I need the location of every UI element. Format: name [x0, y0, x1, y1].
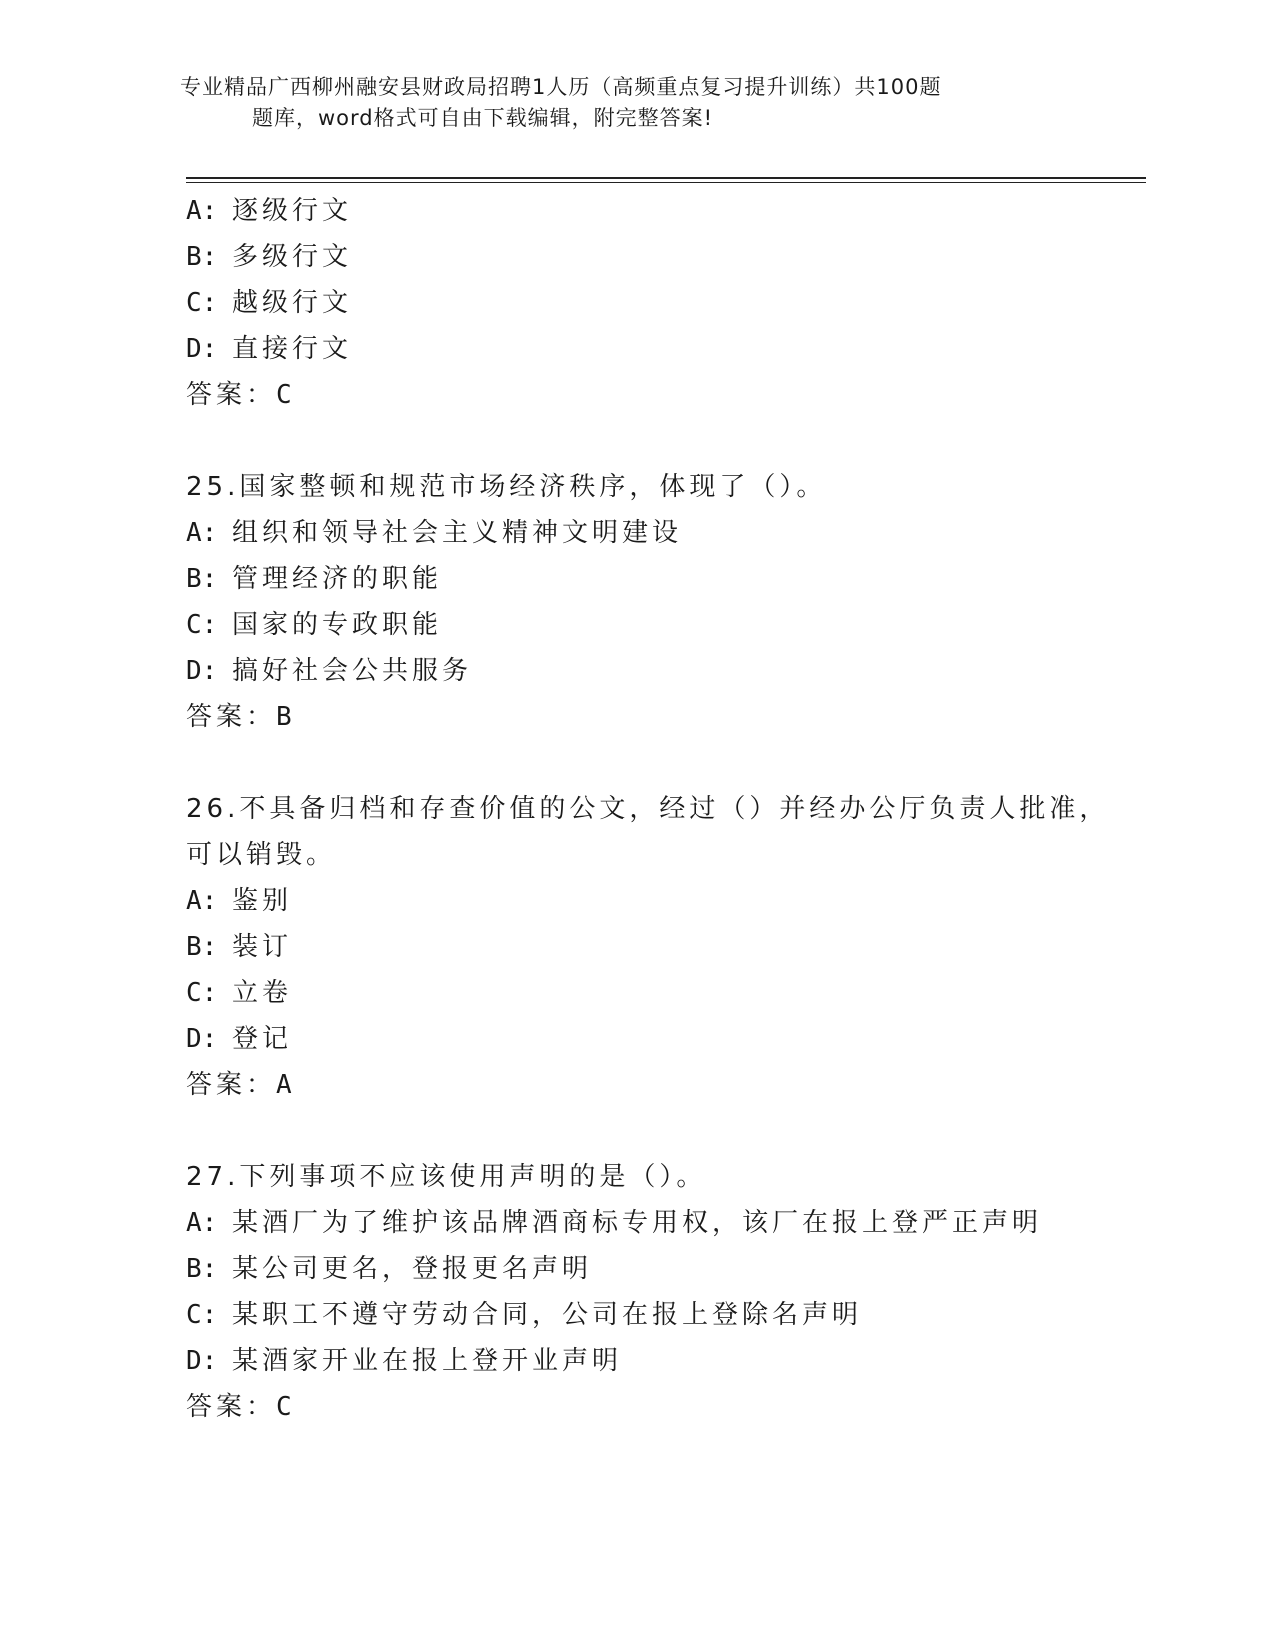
option-a: A: 鉴别 [186, 886, 293, 916]
option-d: D: 某酒家开业在报上登开业声明 [186, 1346, 623, 1376]
answer-line: 答案：B [186, 702, 292, 732]
answer-line: 答案：C [186, 380, 292, 410]
question-list [186, 188, 1146, 1430]
answer-line: 答案：A [186, 1070, 292, 1100]
answer-line: 答案：C [186, 1392, 292, 1422]
question-26 [186, 786, 1146, 1108]
question-stem-line1: 26.不具备归档和存查价值的公文，经过（）并经办公厅负责人批准， [186, 794, 1110, 824]
option-a: A: 组织和领导社会主义精神文明建设 [186, 518, 683, 548]
option-b: B: 某公司更名，登报更名声明 [186, 1254, 593, 1284]
header-divider-thick [186, 177, 1146, 179]
header-divider-thin [186, 182, 1146, 183]
option-b: B: 装订 [186, 932, 293, 962]
question-25 [186, 464, 1146, 740]
page-header [180, 72, 1080, 134]
question-24 [186, 188, 1146, 418]
option-b: B: 多级行文 [186, 242, 353, 272]
option-a: A: 某酒厂为了维护该品牌酒商标专用权，该厂在报上登严正声明 [186, 1208, 1043, 1238]
option-d: D: 直接行文 [186, 334, 353, 364]
option-c: C: 某职工不遵守劳动合同，公司在报上登除名声明 [186, 1300, 863, 1330]
question-27 [186, 1154, 1146, 1430]
option-b: B: 管理经济的职能 [186, 564, 443, 594]
option-c: C: 立卷 [186, 978, 293, 1008]
option-d: D: 登记 [186, 1024, 293, 1054]
option-d: D: 搞好社会公共服务 [186, 656, 473, 686]
option-c: C: 越级行文 [186, 288, 353, 318]
header-title-line1: 专业精品广西柳州融安县财政局招聘1人历（高频重点复习提升训练）共100题 [180, 75, 942, 99]
question-stem: 25.国家整顿和规范市场经济秩序，体现了（）。 [186, 472, 827, 502]
question-stem-line2: 可以销毁。 [186, 840, 337, 870]
header-title-line2: 题库，word格式可自由下载编辑，附完整答案! [252, 106, 714, 130]
option-a: A: 逐级行文 [186, 196, 353, 226]
option-c: C: 国家的专政职能 [186, 610, 443, 640]
question-stem: 27.下列事项不应该使用声明的是（）。 [186, 1162, 707, 1192]
